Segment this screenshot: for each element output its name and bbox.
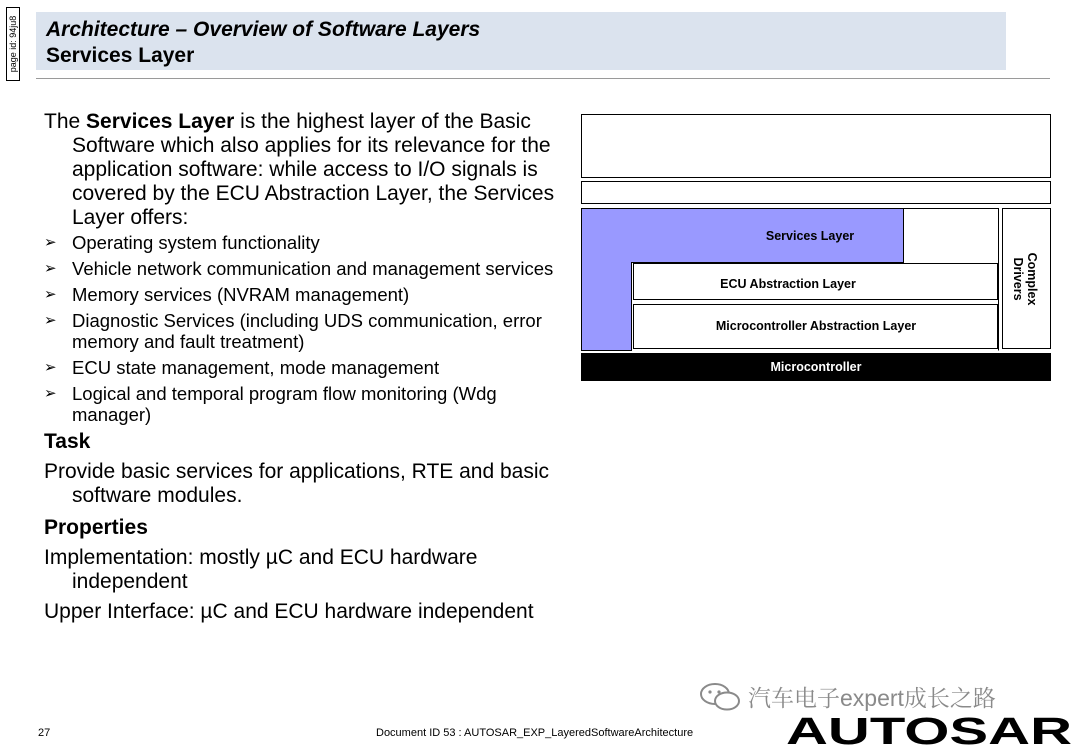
list-item-text: Operating system functionality xyxy=(72,232,320,253)
arrow-bullet-icon: ➢ xyxy=(44,286,57,303)
complex-drivers-line1: Complex xyxy=(1025,252,1039,306)
list-item xyxy=(44,357,574,378)
services-layer-label: Services Layer xyxy=(765,229,855,243)
logo-text: AUTOSAR xyxy=(786,712,1072,746)
list-item xyxy=(44,258,574,279)
slide-subtitle: Services Layer xyxy=(46,44,195,67)
page-id: page id: 94ju8 xyxy=(8,15,18,73)
list-item-text: Logical and temporal program flow monitoring (Wdg manager) xyxy=(72,383,497,425)
ecu-abstraction-label: ECU Abstraction Layer xyxy=(720,277,856,291)
complex-drivers-line2: Drivers xyxy=(1011,257,1025,301)
rte-block xyxy=(581,181,1051,204)
list-item-text: Diagnostic Services (including UDS communication, error memory and fault treatment) xyxy=(72,310,542,352)
property-upper-interface: Upper Interface: µC and ECU hardware independent xyxy=(44,600,534,623)
arrow-bullet-icon: ➢ xyxy=(44,359,57,376)
intro-text-end: is the highest layer of the Basic Software which also applies for its relevance for the application software: while access to I/O signals is covered by the ECU Abstraction Layer, the Services Layer offers: xyxy=(72,110,555,229)
task-heading: Task xyxy=(44,430,91,453)
title-divider xyxy=(36,78,1050,79)
list-item-text: Memory services (NVRAM management) xyxy=(72,284,410,305)
complex-drivers-label xyxy=(1011,253,1039,306)
mcal-label: Microcontroller Abstraction Layer xyxy=(715,319,917,333)
application-layer-block xyxy=(581,114,1051,178)
list-item xyxy=(44,310,574,352)
page-id-box xyxy=(6,7,20,81)
arrow-bullet-icon: ➢ xyxy=(44,385,57,402)
services-list xyxy=(44,232,574,425)
properties-heading: Properties xyxy=(44,516,148,539)
arrow-bullet-icon: ➢ xyxy=(44,260,57,277)
list-item xyxy=(44,232,574,253)
task-text: Provide basic services for applications, RTE and basic software modules. xyxy=(44,460,550,507)
autosar-logo xyxy=(786,712,1076,746)
list-item xyxy=(44,383,574,425)
microcontroller-label: Microcontroller xyxy=(770,360,862,374)
intro-text-start: The xyxy=(44,110,87,133)
intro-paragraph xyxy=(44,110,574,230)
list-item-text: ECU state management, mode management xyxy=(72,357,440,378)
list-item-text: Vehicle network communication and management services xyxy=(72,258,554,279)
arrow-bullet-icon: ➢ xyxy=(44,234,57,251)
list-item xyxy=(44,284,574,305)
slide-content xyxy=(44,110,574,624)
property-implementation: Implementation: mostly µC and ECU hardware independent xyxy=(44,546,478,593)
watermark xyxy=(698,680,996,713)
wechat-icon xyxy=(698,682,742,712)
intro-text-bold: Services Layer xyxy=(86,110,235,133)
document-id: Document ID 53 : AUTOSAR_EXP_LayeredSoftwareArchitecture xyxy=(376,727,694,739)
layer-diagram xyxy=(581,114,1051,382)
title-banner xyxy=(36,12,1006,70)
watermark-text: 汽车电子expert成长之路 xyxy=(748,685,996,711)
page-number: 27 xyxy=(38,727,51,739)
arrow-bullet-icon: ➢ xyxy=(44,312,57,329)
slide-title: Architecture – Overview of Software Layers xyxy=(46,18,481,41)
